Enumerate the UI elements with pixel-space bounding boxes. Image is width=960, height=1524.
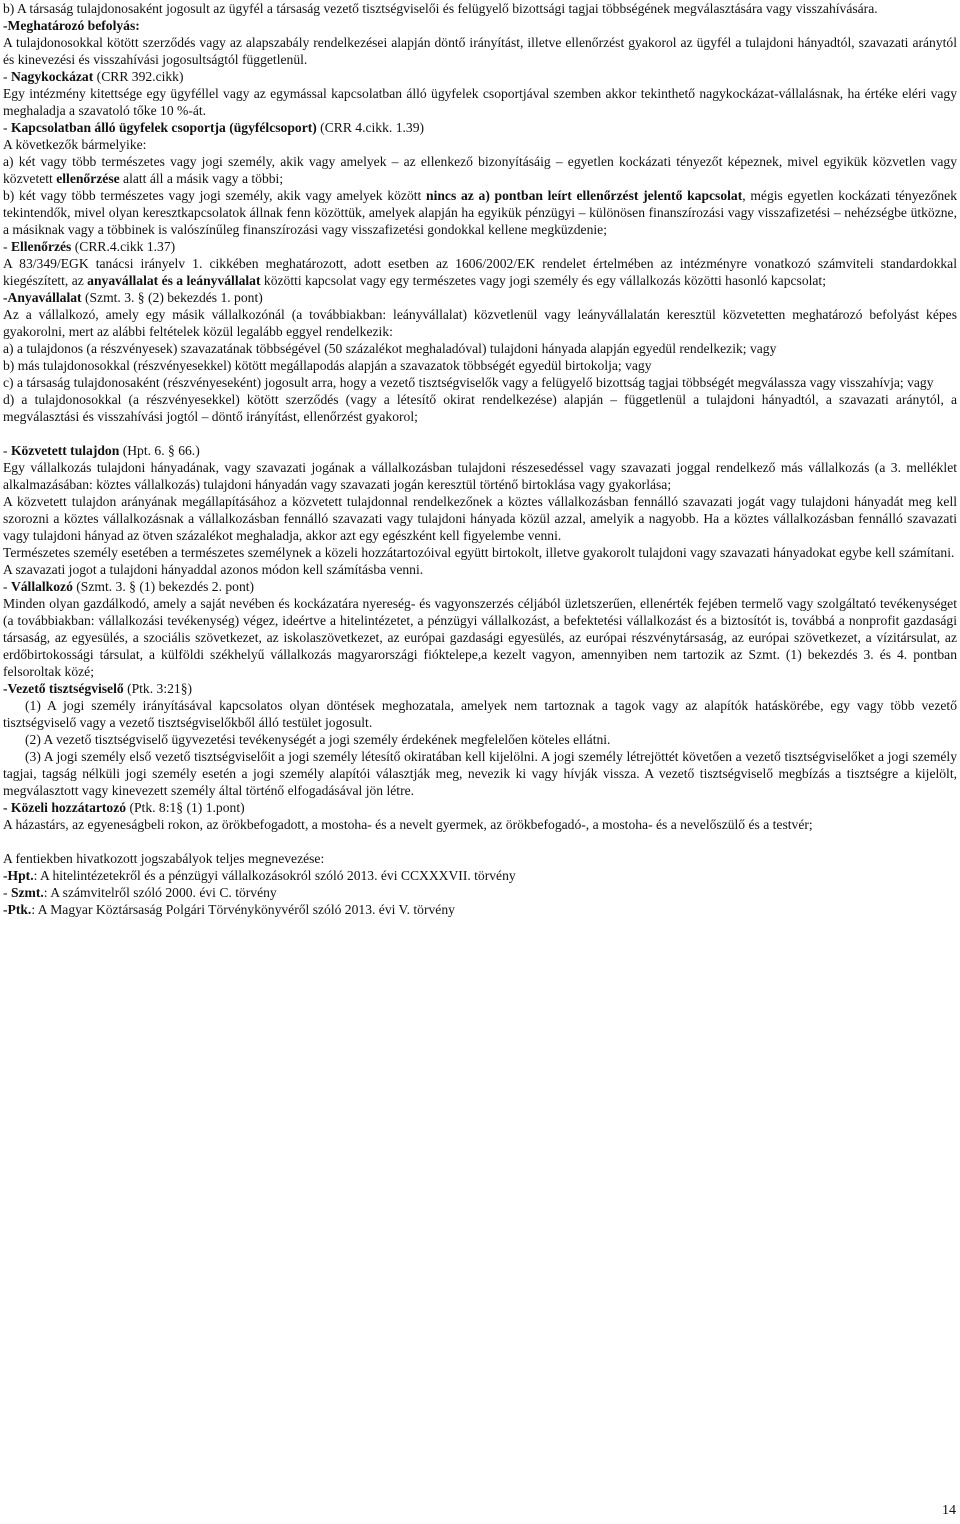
ref-ellenorzes: (CRR.4.cikk 1.37) bbox=[71, 239, 176, 254]
paragraph-nagykockazat: Egy intézmény kitettsége egy ügyféllel vagy az egymással kapcsolatban álló ügyfelek csoportjával szemben akkor tekinthető nagykockázat-vállalásnak, ha értéke eléri vagy meghaladja a szavatoló tőke 10 %-át. bbox=[3, 86, 957, 118]
anya-item-b: b) más tulajdonosokkal (részvényesekkel) kötött megállapodás alapján a szavazatok többségét egyedül birtokolja; vagy bbox=[3, 358, 652, 373]
paragraph-vezeto-2: (2) A vezető tisztségviselő ügyvezetési tevékenységét a jogi személy érdekének megfelelően köteles ellátni. bbox=[25, 732, 611, 747]
term-vallalkozo: Vállalkozó bbox=[10, 579, 73, 594]
law-hpt: -Hpt.: A hitelintézetekről és a pénzügyi vállalkozásokról szóló 2013. évi CCXXXVII. törvény bbox=[3, 868, 516, 883]
term-ellenorzes: Ellenőrzés bbox=[10, 239, 72, 254]
heading-ellenorzes: - Ellenőrzés (CRR.4.cikk 1.37) bbox=[3, 239, 176, 254]
spacer bbox=[3, 833, 957, 850]
term-vezeto-tisztsegviselo: -Vezető tisztségviselő bbox=[3, 681, 124, 696]
heading-anyavallalat bbox=[3, 289, 957, 306]
term-kozvetett-tulajdon: Közvetett tulajdon bbox=[10, 443, 120, 458]
paragraph-jogszabalyok: A fentiekben hivatkozott jogszabályok teljes megnevezése: bbox=[3, 851, 325, 866]
paragraph-ellenorzes: A 83/349/EGK tanácsi irányelv 1. cikkében meghatározott, adott esetben az 1606/2002/EK rendelet értelmében az intézményre vonatkozó számviteli standardokkal kiegészített, az anyavállalat és a leányvállalat közötti kapcsolat vagy egy természetes vagy jogi személy és egy vállalkozás közötti hasonló kapcsolat; bbox=[3, 256, 957, 288]
ref-anyavallalat: (Szmt. 3. § (2) bekezdés 1. pont) bbox=[81, 290, 263, 305]
paragraph-kozvetett-2: A közvetett tulajdon arányának megállapításához a közvetett tulajdonnal rendelkezőnek a köztes vállalkozásban fennálló szavazati jogát vagy tulajdoni hányadát meg kell szorozni a köztes vállalkozásnak a vállalkozásban fennálló szavazati vagy tulajdoni hányada közül azzal, amelyik a nagyobb. Ha a köztes vállalkozásban fennálló szavazati vagy tulajdoni hányad az ötven százalékot meghaladja, akkor azt egy egészként kell figyelembe venni. bbox=[3, 494, 957, 543]
paragraph-kozvetett-3: Természetes személy esetében a természetes személynek a közeli hozzátartozóival együtt birtokolt, illetve gyakorolt tulajdoni vagy szavazati hányadokat egybe kell számítani. bbox=[3, 545, 955, 560]
paragraph-kozvetett-4: A szavazati jogot a tulajdoni hányaddal azonos módon kell számításba venni. bbox=[3, 562, 424, 577]
page-number: 14 bbox=[942, 1503, 956, 1518]
heading-kozeli-hozzatartozo bbox=[3, 799, 957, 816]
ref-kozvetett-tulajdon: (Hpt. 6. § 66.) bbox=[119, 443, 200, 458]
ref-vezeto-tisztsegviselo: (Ptk. 3:21§) bbox=[123, 681, 193, 696]
anya-item-c: c) a társaság tulajdonosaként (részvényeseként) jogosult arra, hogy a vezető tisztségviselők vagy a felügyelő bizottság tagjai többségét megválassza vagy visszahívja; vagy bbox=[3, 375, 934, 390]
paragraph-meghatarozo-befolyas: A tulajdonosokkal kötött szerződés vagy az alapszabály rendelkezései alapján döntő irányítást, illetve ellenőrzést gyakorol az ügyfél a tulajdoni hányadtól, szavazati aránytól és kinevezési és visszahívási jogosultságtól függetlenül. bbox=[3, 35, 957, 67]
term-nagykockazat: Nagykockázat bbox=[10, 69, 94, 84]
term-ugyfelcsoport: Kapcsolatban álló ügyfelek csoportja (ügyfélcsoport) bbox=[10, 120, 317, 135]
paragraph-kozvetett-1: Egy vállalkozás tulajdoni hányadának, vagy szavazati jogának a vállalkozásban tulajdoni részesedéssel vagy szavazati joggal rendelkező más vállalkozás (a 3. melléklet alkalmazásában: köztes vállalkozás) tulajdoni hányadán vagy szavazati jogán keresztül történő birtoklása vagy gyakorlása; bbox=[3, 460, 957, 492]
paragraph-vezeto-1: (1) A jogi személy irányításával kapcsolatos olyan döntések meghozatala, amelyek nem tartoznak a tagok vagy az alapítók hatáskörébe, egy vagy több vezető tisztségviselő vagy a vezető tisztségviselőkből álló testület jogosult. bbox=[3, 698, 957, 730]
law-ptk: -Ptk.: A Magyar Köztársaság Polgári Törvénykönyvéről szóló 2013. évi V. törvény bbox=[3, 902, 455, 917]
paragraph-anyavallalat: Az a vállalkozó, amely egy másik vállalkozónál (a továbbiakban: leányvállalat) közvetlenül vagy leányvállalatán keresztül közvetetten meghatározó befolyást képes gyakorolni, mert az alábbi feltételek közül legalább eggyel rendelkezik: bbox=[3, 307, 957, 339]
heading-kozvetett-tulajdon: - Közvetett tulajdon (Hpt. 6. § 66.) bbox=[3, 443, 200, 458]
heading-nagykockazat: - Nagykockázat (CRR 392.cikk) bbox=[3, 69, 184, 84]
term-kozeli-hozzatartozo: - Közeli hozzátartozó bbox=[3, 800, 127, 815]
paragraph-vallalkozo: Minden olyan gazdálkodó, amely a saját nevében és kockázatára nyereség- és vagyonszerzés céljából üzletszerűen, ellenérték fejében termelő vagy szolgáltató tevékenységet (a továbbiakban: vállalkozási tevékenység) végez, ideértve a hitelintézetet, a pénzügyi vállalkozást, a befektetési vállalkozást és a biztosítót is, továbbá a nonprofit gazdasági társaság, az egyesülés, a szociális szövetkezet, az iskolaszövetkezet, az európai gazdasági egyesülés, az európai részvénytársaság, az európai szövetkezet, a vízitársulat, az erdőbirtokossági társulat, a külföldi székhelyű vállalkozás magyarországi fióktelepe,a kezelt vagyon, amennyiben nem tartozik az Szmt. (1) bekezdés 3. és 4. pontban felsoroltak közé; bbox=[3, 596, 957, 679]
paragraph-b-item: b) A társaság tulajdonosaként jogosult az ügyfél a társaság vezető tisztségviselői és felügyelő bizottsági tagjai többségének megválasztására vagy visszahívására. bbox=[3, 1, 878, 16]
ref-nagykockazat: (CRR 392.cikk) bbox=[93, 69, 184, 84]
spacer bbox=[3, 425, 957, 442]
ref-kozeli-hozzatartozo: (Ptk. 8:1§ (1) 1.pont) bbox=[126, 800, 245, 815]
paragraph-kovetkezok: A következők bármelyike: bbox=[3, 137, 147, 152]
heading-ugyfelcsoport: - Kapcsolatban álló ügyfelek csoportja (ügyfélcsoport) (CRR 4.cikk. 1.39) bbox=[3, 120, 425, 135]
heading-meghatarozo-befolyas: -Meghatározó befolyás: bbox=[3, 18, 140, 33]
anya-item-a: a) a tulajdonos (a részvényesek) szavazatának többségével (50 százalékot meghaladóval) tulajdoni hányada alapján egyedül rendelkezik; vagy bbox=[3, 341, 777, 356]
heading-vezeto-tisztsegviselo bbox=[3, 680, 957, 697]
law-szmt: - Szmt.: A számvitelről szóló 2000. évi C. törvény bbox=[3, 885, 277, 900]
paragraph-kozeli-hozzatartozo: A házastárs, az egyeneságbeli rokon, az örökbefogadott, a mostoha- és a nevelt gyermek, az örökbefogadó-, a mostoha- és a nevelőszülő és a testvér; bbox=[3, 817, 813, 832]
document-page bbox=[3, 0, 957, 918]
heading-vallalkozo: - Vállalkozó (Szmt. 3. § (1) bekezdés 2. pont) bbox=[3, 579, 255, 594]
term-anyavallalat: -Anyavállalat bbox=[3, 290, 82, 305]
list-item-a: a) két vagy több természetes vagy jogi személy, akik vagy amelyek – az ellenkező bizonyításáig – egyetlen kockázati tényezőt képeznek, mivel egyikük közvetlen vagy közvetett ellenőrzése alatt áll a másik vagy a többi; bbox=[3, 154, 957, 186]
ref-ugyfelcsoport: (CRR 4.cikk. 1.39) bbox=[316, 120, 425, 135]
list-item-b: b) két vagy több természetes vagy jogi személy, akik vagy amelyek között nincs az a) pontban leírt ellenőrzést jelentő kapcsolat, mégis egyetlen kockázati tényezőnek tekintendők, mivel olyan keresztkapcsolatok állnak fenn közöttük, amelyek alapján ha egyikük pénzügyi – különösen finanszírozási vagy visszafizetési – nehézségbe ütközne, a másiknak vagy a többinek is valószínűleg finanszírozási vagy visszafizetési gondokkal kellene megküzdenie; bbox=[3, 188, 957, 237]
ref-vallalkozo: (Szmt. 3. § (1) bekezdés 2. pont) bbox=[72, 579, 255, 594]
paragraph-vezeto-3: (3) A jogi személy első vezető tisztségviselőit a jogi személy létesítő okiratában kell kijelölni. A jogi személy létrejöttét követően a vezető tisztségviselőket a jogi személy tagjai, tagság nélküli jogi személy esetén a jogi személy alapítói választják meg, nevezik ki vagy hívják vissza. A vezető tisztségviselő megbízás a tisztségre a kijelölt, megválasztott vagy kinevezett személy által történő elfogadásával jön létre. bbox=[3, 749, 957, 798]
anya-item-d: d) a tulajdonosokkal (a részvényesekkel) kötött szerződés (vagy a létesítő okirat rendelkezése) alapján – függetlenül a tulajdoni hányadtól, a szavazati aránytól, a megválasztási és visszahívási jogtól – döntő irányítást, ellenőrzést gyakorol; bbox=[3, 392, 957, 424]
